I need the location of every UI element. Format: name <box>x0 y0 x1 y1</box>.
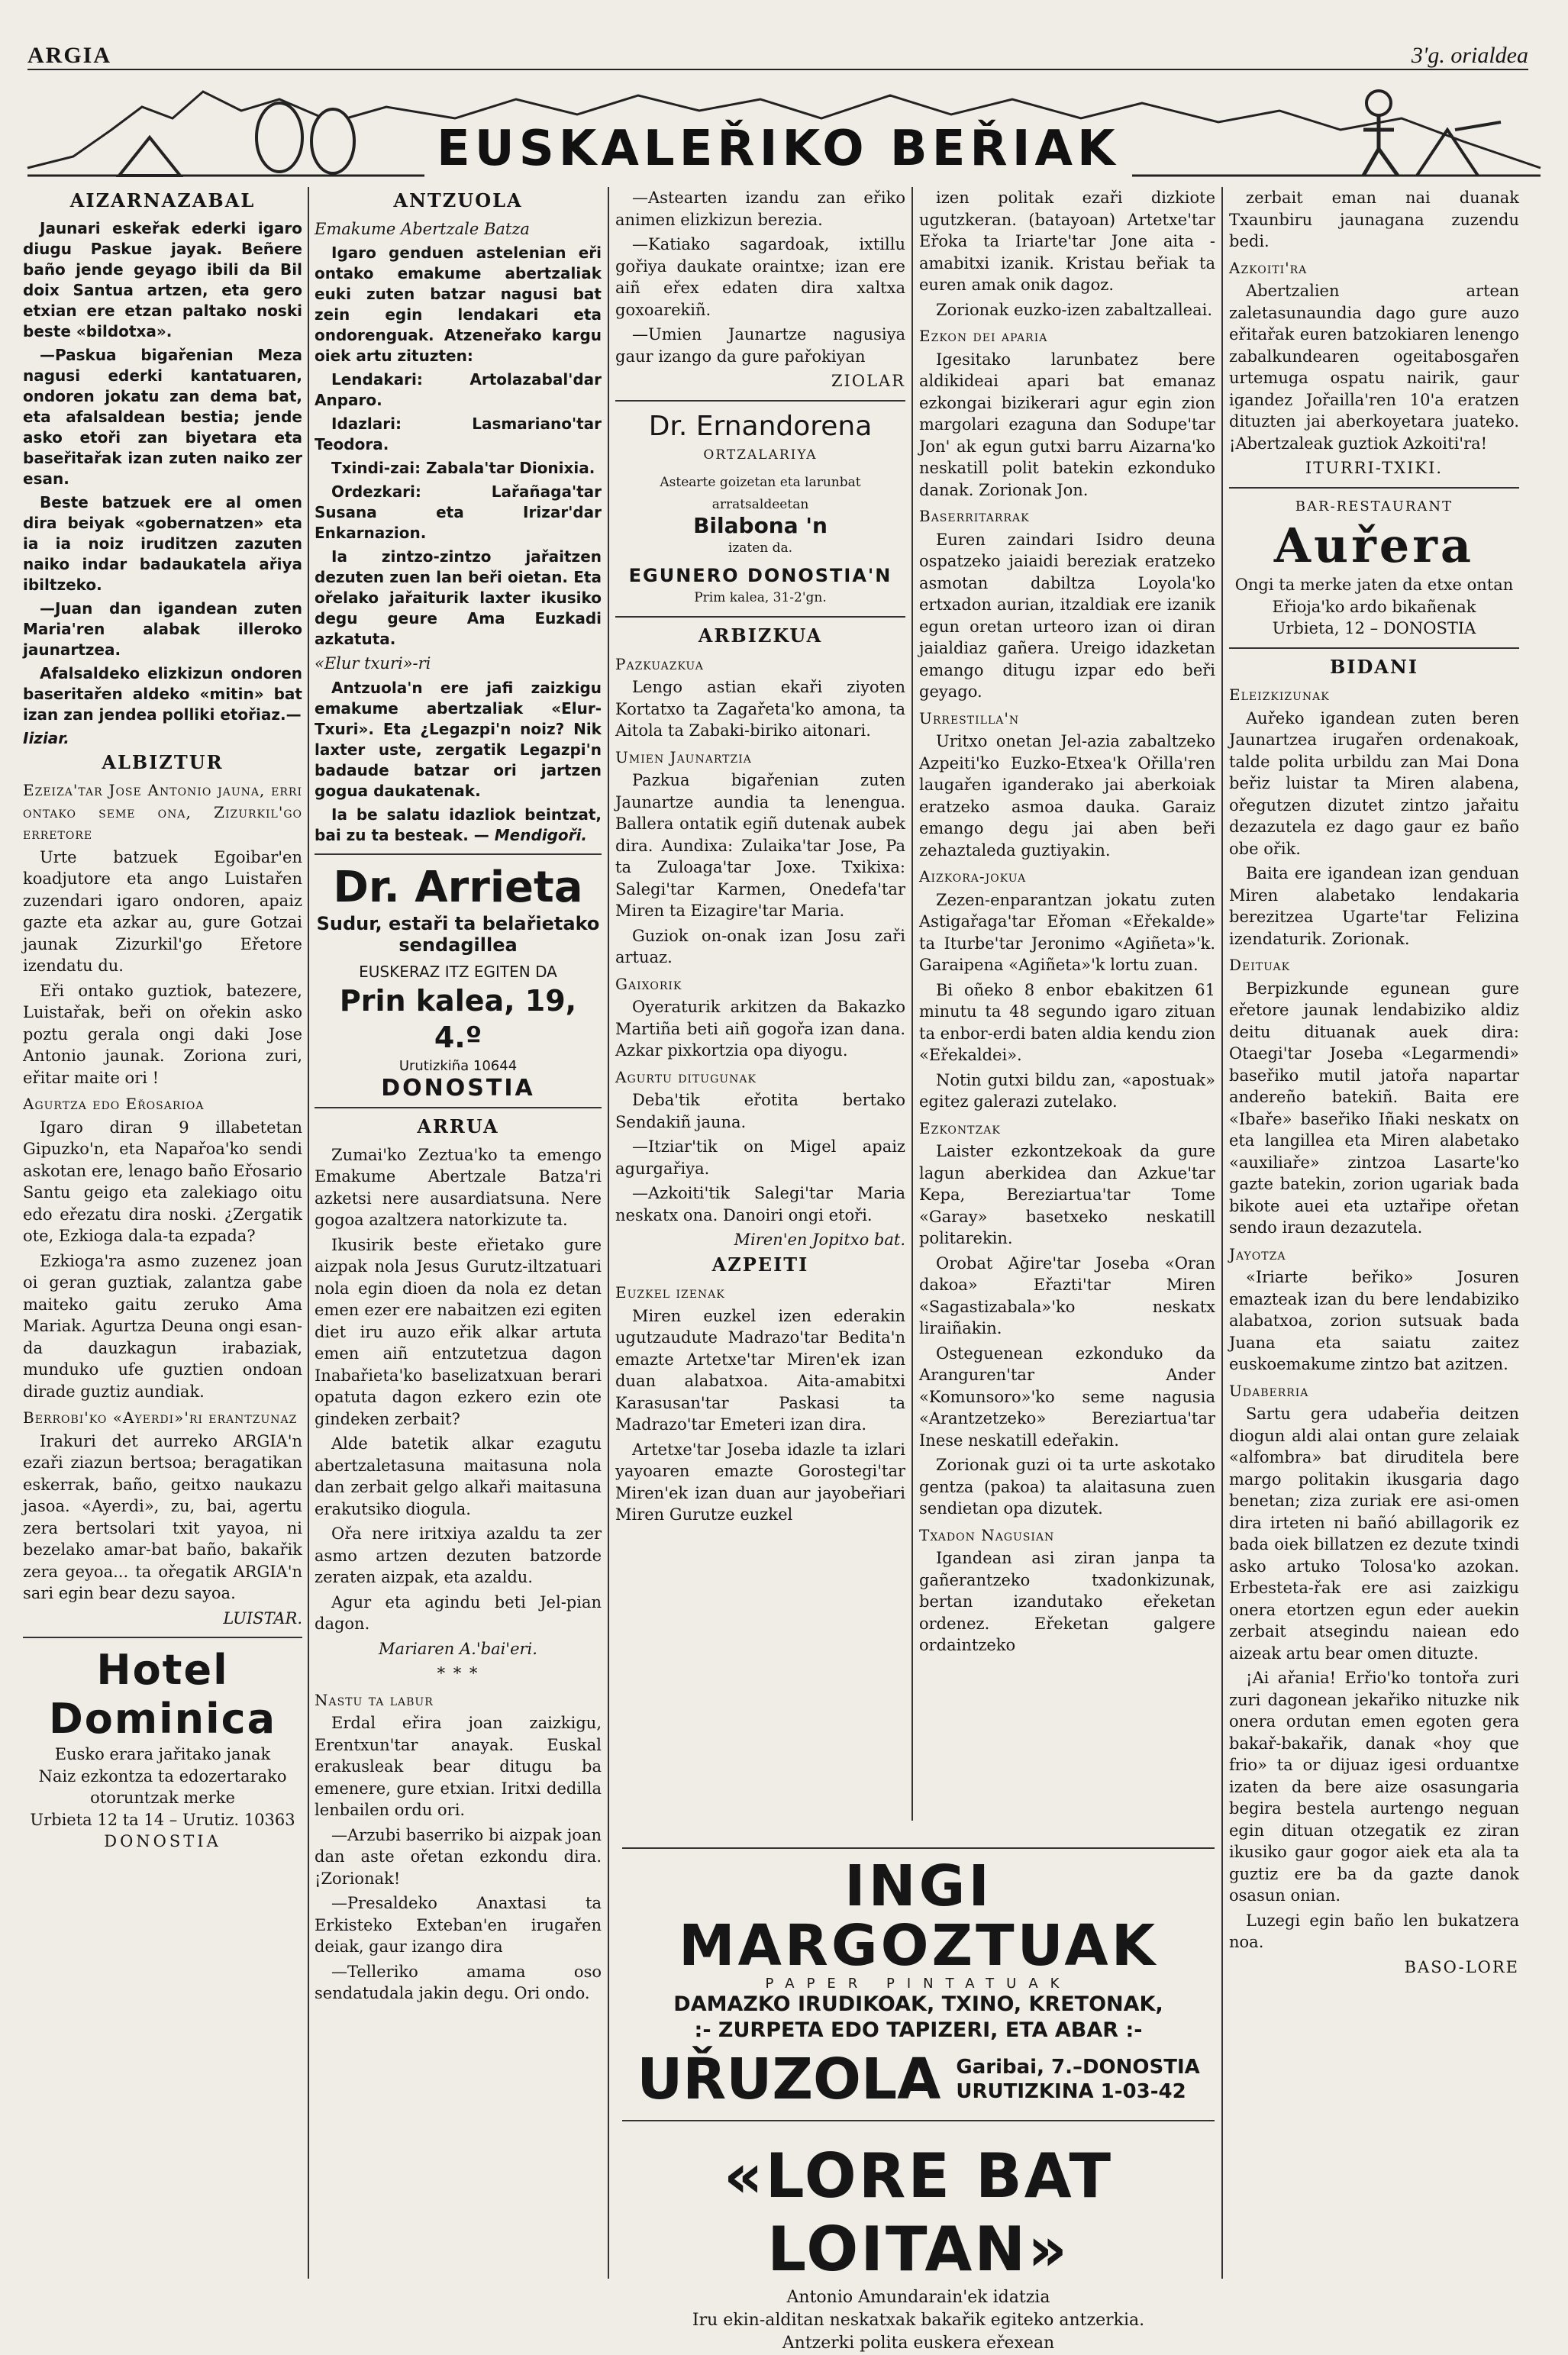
article-paragraph: zerbait eman nai duanak Txaunbiru jaunagana zuzendu bedi. <box>1229 189 1519 250</box>
article-paragraph: Ordezkari: Lařañaga'tar Susana eta Irizar'dar Enkarnazion. <box>315 482 602 542</box>
article-paragraph: Igaro genduen astelenian eři ontako emakume abertzaliak euki zuten batzar nagusi bat zein egin lendakari eta ondorenguak. Atzeneřako kargu oiek artu zituzten: <box>315 244 602 365</box>
publication-name: ARGIA <box>27 43 112 68</box>
article-paragraph: Baita ere igandean izan genduan Miren alabetako lendakaria berezitzea Ugarte'tar Felizina izendaturik. Zorionak. <box>1229 864 1519 948</box>
article-paragraph: Agur eta agindu beti Jel-pian dagon. <box>315 1592 602 1633</box>
ad-line: Eřioja'ko ardo bikañenak <box>1272 597 1476 616</box>
ad-line: ORTZALARIYA <box>703 447 818 463</box>
article-paragraph: Deba'tik eřotita bertako Sendakiñ jauna. <box>615 1091 905 1131</box>
ad-play-title: «LORE BAT LOITAN» <box>723 2140 1114 2285</box>
article-paragraph: «Iriarte beřiko» Josuren emazteak izan du bere lendabiziko alabatxoa, zorion sutsuak bada Juana eta saiatu zaitez euskoemakume zintzo bat azitzen. <box>1229 1268 1519 1373</box>
section-heading: AIZARNAZABAL <box>69 189 256 211</box>
subheading: Berrobi'ko «Ayerdi»'ri erantzunaz <box>23 1408 298 1427</box>
separator-stars: * * * <box>437 1664 479 1682</box>
column-rule <box>911 187 913 1821</box>
ad-line: :- ZURPETA EDO TAPIZERI, ETA ABAR :- <box>694 2018 1143 2042</box>
ad-line: Ongi ta merke jaten da etxe ontan <box>1234 576 1514 594</box>
article-paragraph: Bi oñeko 8 enbor ebakitzen 61 minutu ta 48 segundo igaro zituan ta enbor-erdi baten aldia kendu zion «Eřekaldei». <box>919 980 1215 1064</box>
article-signature: Mendigoři. <box>494 825 587 844</box>
article-paragraph: Zezen-enparantzan jokatu zuten Astigařaga'tar Eřoman «Eřekalde» ta Iturbe'tar Jeronimo «Agiñeta»'k. Garaipena «Agiñeta»'k lortu zuan. <box>919 890 1215 974</box>
article-paragraph: Notin gutxi bildu zan, «apostuak» egitez galerazi zutelako. <box>919 1070 1215 1111</box>
subheading: Urrestilla'n <box>919 708 1020 727</box>
section-heading: ARRUA <box>417 1115 499 1137</box>
section-heading: ARBIZKUA <box>698 624 823 647</box>
ad-title: Dr. Arrieta <box>333 862 583 912</box>
article-paragraph: —Arzubi baserriko bi aizpak joan dan aste ořetan ezkondu dira. ¡Zorionak! <box>315 1825 602 1888</box>
subheading: Nastu ta labur <box>315 1690 434 1709</box>
article-signature: LUISTAR. <box>223 1608 302 1628</box>
ad-line: EGUNERO DONOSTIA'N <box>628 565 892 586</box>
article-paragraph: izen politak ezaři dizkiote ugutzkeran. (batayoan) Artetxe'tar Eřoka ta Iriarte'tar Jone aita -amabitxi izanik. Kristau beřiak ta euren amak onik dagoz. <box>919 189 1215 294</box>
column-4 <box>919 187 1215 1821</box>
divider <box>615 400 905 402</box>
article-paragraph: Zumai'ko Zeztua'ko ta emengo Emakume Abertzale Batza'ri azketsi nere ausardiatsuna. Nere gogoa azaltzera natorkizute ta. <box>315 1145 602 1229</box>
article-paragraph: Zorionak euzko-izen zabaltzalleai. <box>936 300 1213 319</box>
article-paragraph: —Telleriko amama oso sendatudala jakin degu. Ori ondo. <box>315 1962 602 2002</box>
section-heading: AZPEITI <box>711 1253 809 1276</box>
subheading: Udaberria <box>1229 1381 1309 1400</box>
divider <box>615 616 905 618</box>
ad-line: Sudur, estaři ta belařietako sendagillea <box>316 912 600 956</box>
subheading: Ezkon dei aparia <box>919 327 1048 345</box>
page-header <box>27 31 1528 70</box>
article-paragraph: Antzuola'n ere jafi zaizkigu emakume abertzaliak «Elur-Txuri». Eta ¿Legazpi'n noiz? Nik laxter uste, zergatik Legazpi'n badaude batzar ori jartzen gogua daukatenak. <box>315 678 602 800</box>
article-paragraph: Miren euzkel izen ederakin ugutzaudute Madrazo'tar Bedita'n emazte Artetxe'tar Miren'ek izan duan alabatxoa. Aita-amabitxi Karasusan'tar Paskasi ta Madrazo'tar Emeteri izan dira. <box>615 1306 905 1434</box>
subheading: Ezkontzak <box>919 1118 1001 1137</box>
ad-address: Garibai, 7.–DONOSTIA <box>956 2056 1200 2079</box>
ad-phone: Urutizkiña 10644 <box>398 1058 518 1074</box>
section-heading: ANTZUOLA <box>393 189 523 211</box>
article-paragraph: Igaro diran 9 illabetetan Gipuzko'n, eta Napařoa'ko sendi askotan ere, lenago baño Eřosario Santu geigo eta zalekiago oitu edo eřezatu dira noski. ¿Zergatik ote, Ezkioga dala-ta ezpada? <box>23 1118 302 1245</box>
article-paragraph: Igandean asi ziran janpa ta gañerantzeko txadonkizunak, bertan izandutako eřeketan ordenez. Eřeketan galgere ordaintzeko <box>919 1549 1215 1654</box>
article-paragraph: Alde batetik alkar ezagutu abertzaletasuna maitasuna nola dan zerbait gelgo alkaři maitasuna erakutsiko diogula. <box>315 1434 602 1518</box>
column-5 <box>1229 187 1519 2279</box>
article-paragraph: Idazlari: Lasmariano'tar Teodora. <box>315 415 602 453</box>
divider <box>315 1107 602 1108</box>
ad-city: DONOSTIA <box>381 1074 535 1102</box>
subheading: Agurtza edo Eřosarioa <box>23 1095 205 1113</box>
article-paragraph: —Paskua bigařenian Meza nagusi ederki kantatuaren, ondoren jokatu zan dema bat, eta afalsaldean bestia; jende asko etoři zan biyetara eta baseřitařak izan zuten naiko zer esan. <box>23 345 302 488</box>
ad-shop-address <box>956 2055 1199 2104</box>
article-paragraph: Oyeraturik arkitzen da Bakazko Martiña beti aiñ gogořa izan dana. Azkar pixkortzia opa diyogu. <box>615 998 905 1060</box>
article-paragraph: Beste batzuek ere al omen dira beiyak «gobernatzen» eta ia ia noiz iruditzen zazuten naiko indar badaukatela ařiya ibiltzeko. <box>23 492 302 594</box>
section-heading: ALBIZTUR <box>102 750 224 773</box>
subheading: Baserritarrak <box>919 507 1030 525</box>
article-paragraph: —Astearten izandu zan eřiko animen elizkizun berezia. <box>615 189 905 229</box>
article-paragraph: Artetxe'tar Joseba idazle ta izlari yayoaren emazte Gorostegi'tar Miren'ek izan duan aur jayobeřiari Miren Gurutze euzkel <box>615 1440 905 1524</box>
subheading: Euzkel izenak <box>615 1283 725 1302</box>
ad-title: Auřera <box>1273 518 1475 573</box>
column-rule <box>308 187 309 2279</box>
ad-title: Dr. Ernandorena <box>648 410 873 442</box>
article-paragraph: Berpizkunde egunean gure eřetore jaunak lendabiziko aldiz deitu dituanak auek dira: Otaegi'tar Joseba «Legarmendi» baseřiko mutil jatořa napartar andereño batekiñ. Baita ere «Ibaře» baseřiko Iñaki neskatx on eta langillea eta Miren alabetako «auxiliaře» zintzoa Lasarte'ko gazte batekin, zorion ugariak bada bikote auei eta uztařipe ořetan sendo iraun dezazutela. <box>1229 979 1519 1237</box>
article-paragraph: —Azkoiti'tik Salegi'tar Maria neskatx ona. Danoiri ongi etoři. <box>615 1184 905 1224</box>
article-paragraph: Osteguenean ezkonduko da Aranguren'tar Ander «Komunsoro»'ko seme nagusia «Arantzetzeko» Bereziartua'tar Inese neskatill edeřakin. <box>919 1344 1215 1450</box>
article-signature: Mariaren A.'bai'eri. <box>379 1639 537 1658</box>
article-paragraph: Afalsaldeko elizkizun ondoren baseritařen aldeko «mitin» bat izan zan jendea polliki etořiaz.— <box>23 663 302 724</box>
article-text: Ia be salatu idazliok beintzat, bai zu ta besteak. — <box>315 805 602 844</box>
article-signature: Miren'en Jopitxo bat. <box>734 1231 905 1249</box>
masthead-title: EUSKALEŘIKO BEŘIAK <box>424 121 1132 177</box>
article-paragraph: Sartu gera udabeřia deitzen diogun aldi alai ontan gure zelaiak «alfombra» bat diruditela bere margo politakin ikusgaria dago benetan; ziza zuriak ere asi-omen dira irteten ni bañó abillagorik ez bada oiek billatzen ez dezute txindi asko artuko Tolosa'ko azokan. Erbesteta-řak ere asi zaizkigu onera etortzen egun eder auekin zerbait atsegindu naiean edo aizeak artu bear omen dituzte. <box>1229 1405 1519 1663</box>
divider <box>1229 487 1519 489</box>
ad-line: EUSKERAZ ITZ EGITEN DA <box>359 962 557 981</box>
ad-line: DONOSTIA <box>104 1832 221 1850</box>
ad-line: izaten da. <box>728 540 793 556</box>
column-rule <box>1221 187 1223 2279</box>
divider <box>622 2120 1215 2121</box>
article-paragraph: Luzegi egin baño len bukatzera noa. <box>1229 1911 1519 1951</box>
article-signature: BASO-LORE <box>1404 1957 1519 1976</box>
article-paragraph: Igesitako larunbatez bere aldikideai apari bat emanaz ezkongai bizikerari agur egin zion margolari ezaguna dan Sodupe'tar Jon' ak egun gutxi barru Aizarna'ko neskatill polit batekin ezkonduko danak. Zorionak Jon. <box>919 350 1215 499</box>
ad-subtitle: PAPER PINTATUAK <box>765 1976 1072 1992</box>
ad-line: Urbieta 12 ta 14 – Urutiz. 10363 <box>30 1810 295 1829</box>
subheading: Azkoiti'ra <box>1229 258 1308 277</box>
subheading: Umien Jaunartzia <box>615 747 752 766</box>
section-heading: BIDANI <box>1329 655 1419 678</box>
article-signature: ITURRI-TXIKI. <box>1305 459 1444 477</box>
article-paragraph: ¡Ai ařania! Erřio'ko tontořa zuri zuri dagonean jekařiko nituzke nik onera ordutan emen egoten gera bakař-bakařik, danak «hoy que frio» ta or dijuaz igesi orduantxe izaten da bere aize osasungaria begira bestela aurtengo neguan egin dituan otzegatik ez ziran ikusiko gaur gogor aiek eta ala ta guztiz ere ba da gazte danok osasun onian. <box>1229 1669 1519 1905</box>
divider <box>622 1847 1215 1849</box>
article-paragraph: Uritxo onetan Jel-azia zabaltzeko Azpeiti'ko Euzko-Etxea'k Ořilla'ren laugařen iganderako jai aberkoiak eratzeko asmoa dauka. Garaiz emango degu jai aben beři zehaztaleda guztiyakin. <box>919 732 1215 860</box>
article-paragraph: Urte batzuek Egoibar'en koadjutore eta ango Luistařen zuzendari igaro ondoren, apaiz gazte eta azkar au, gure Gotzai jaunak Zizurkil'go Eřetore izendatu du. <box>23 847 302 975</box>
column-rule <box>608 187 609 2279</box>
article-paragraph: Erdal eřira joan zaizkigu, Erentxun'tar anayak. Euskal erakusleak bear ditugu ba emenere, gure etxian. Iritxi dedilla lenbailen ordu ori. <box>315 1714 602 1819</box>
ad-town: Bilabona 'n <box>693 513 828 538</box>
article-paragraph: Auřeko igandean zuten beren Jaunartzea irugařen ordenakoak, talde polita urbildu zan Mai Dona beřiz luistar ta Miren alabena, ořegutzen dizutet zintzo jařaitu dezazutela ez dago gaur ez baño obe ořik. <box>1229 708 1519 858</box>
article-paragraph: Pazkua bigařenian zuten Jaunartze aundia ta lenengua. Ballera ontatik egiñ dutenak aubek dira. Aundixa: Zulaika'tar Jose, Pa ta Zuloaga'tar Joxe. Txikixa: Salegi'tar Karmen, Onedefa'tar Miren ta Eizagire'tar Maria. <box>615 771 905 920</box>
article-paragraph: Jaunari eskeřak ederki igaro diugu Paskue jayak. Beñere baño jende geyago ibili da Bil doix Santua artzen, eta gero etxian ere etzan paltako noski beste «bildotxa». <box>23 218 302 340</box>
page-number: 3'g. orialdea <box>1411 43 1528 68</box>
ad-line: DAMAZKO IRUDIKOAK, TXINO, KRETONAK, <box>673 1992 1163 2016</box>
ad-line: Naiz ezkontza ta edozertarako otoruntzak merke <box>38 1766 287 1807</box>
article-paragraph: Guziok on-onak izan Josu zaři artuaz. <box>615 926 905 966</box>
ad-line: Iru ekin-alditan neskatxak bakařik egiteko antzerkia. <box>692 2311 1145 2330</box>
divider <box>315 853 602 855</box>
ad-shop-name: UŘUZOLA <box>637 2047 941 2112</box>
subheading: Aizkora-jokua <box>919 867 1027 886</box>
poem-text: Irakuri det aurreko ARGIA'n ezaři ziazun bertsoa; beragatikan eskerrak, baño, geitxo naukazu jasoa. «Ayerdi», zu, bai, agertu zera bertsolari txit yayoa, ni bezelako amar-bat baño, bakařik zera geyoa... ta ořegatik ARGIA'n sari egin bear dezu sayoa. <box>23 1431 302 1602</box>
article-paragraph: Lengo astian ekaři ziyoten Kortatxo ta Zagařeta'ko amona, ta Aitola ta Zabaki-biriko aitonari. <box>615 678 905 740</box>
article-paragraph: Laister ezkontzekoak da gure lagun aberkidea dan Azkue'tar Kepa, Bereziartua'tar Tome «Garay» basetxeko neskatill politarekin. <box>919 1142 1215 1247</box>
article-paragraph: Abertzalien artean zaletasunaundia dago gure auzo eřitařak euren batzokiaren lenengo zabalkundearen ogeitabosgařen urtemuga ospatu nairik, gaur igandez Jořailla'ren 10'a eratzen dituzten jai aberkoyetara juateko. ¡Abertzaleak guztiok Azkoiti'ra! <box>1229 282 1519 453</box>
article-paragraph: —Itziar'tik on Migel apaiz agurgařiya. <box>615 1137 905 1178</box>
advertisement-dr-ernandorena <box>615 409 905 609</box>
ad-title: Hotel Dominica <box>48 1646 277 1743</box>
ad-line: Eusko erara jařitako janak <box>54 1745 271 1763</box>
ad-address: Urbieta, 12 – DONOSTIA <box>1272 619 1476 637</box>
article-signature: ZIOLAR <box>831 372 905 390</box>
subheading: Eleizkizunak <box>1229 686 1330 704</box>
ad-address: Prim kalea, 31-2'gn. <box>694 589 827 605</box>
subheading: Ezeiza'tar Jose Antonio jauna, erri ontako seme ona, Zizurkil'go erretore <box>23 781 302 843</box>
advertisement-aurera <box>1229 496 1519 640</box>
advertisement-dr-arrieta <box>315 863 602 1100</box>
ad-line: Antzerki polita euskera eřexean <box>782 2334 1055 2353</box>
subheading: Txadon Nagusian <box>919 1525 1055 1544</box>
article-paragraph: —Katiako sagardoak, ixtillu gořiya daukate oraintxe; izan ere aiñ eřex edaten dira xaltxa goxoarekiñ. <box>615 235 905 319</box>
subheading: Agurtu ditugunak <box>615 1067 757 1086</box>
article-paragraph: —Umien Jaunartze nagusiya gaur izango da gure pařokiyan <box>615 325 905 366</box>
ad-shop-row <box>622 2047 1215 2112</box>
article-paragraph: Lendakari: Artolazabal'dar Anparo. <box>315 370 602 409</box>
ad-line: Antonio Amundarain'ek idatzia <box>786 2288 1050 2307</box>
advertisement-block-bottom <box>622 1840 1215 2353</box>
article-paragraph: Ořa nere iritxiya azaldu ta zer asmo artzen dezuten batzorde zeraten aizpak, eta azaldu. <box>315 1524 602 1586</box>
article-paragraph: —Juan dan igandean zuten Maria'ren alabak illeroko jaunartzea. <box>23 598 302 659</box>
subheading: Jayotza <box>1229 1244 1286 1263</box>
ad-phone: URUTIZKINA 1-03-42 <box>956 2080 1186 2103</box>
subheading: Deituak <box>1229 956 1291 974</box>
article-paragraph: Ikusirik beste eřietako gure aizpak nola Jesus Gurutz-iltzatuari nola egin dioen da nola ez detan emen ezer ere nabaitzen ezi egiten diet iru auzo eřik alkar artuta emen aiñ entzutetzua dagon Inabařieta'ko baselizatxuan berari opatuta dagon ezkero ezin ote gindeken zerbait? <box>315 1235 602 1428</box>
subheading: Pazkuazkua <box>615 654 704 673</box>
masthead-banner <box>27 76 1541 183</box>
article-paragraph: Euren zaindari Isidro deuna ospatzeko jaiaidi bereziak eratzeko asmotan dabiltza Loyola'ko ertxadon aurian, itzaldiak ere izanik egun oretan urteoro izan oi diran jaialdiaz gañera. Ureigo idazketan emango ditugu izpar edo beři geyago. <box>919 530 1215 701</box>
article-paragraph: Ezkioga'ra asmo zuzenez joan oi geran guztiak, zalantza gabe maiteko gaitu zeruko Ama Mariak. Agurtza Deuna ongi esan-da dauzkagun irabaziak, munduko ufe guztien ondoan dirade guztiz aundiak. <box>23 1251 302 1401</box>
column-3 <box>615 187 905 1821</box>
article-paragraph: Txindi-zai: Zabala'tar Dionixia. <box>331 459 595 477</box>
article-paragraph: Orobat Ağire'tar Joseba «Oran dakoa» Eřazti'tar Miren «Sagastizabala»'ko neskatx liraiñakin. <box>919 1253 1215 1337</box>
divider <box>1229 647 1519 649</box>
article-paragraph: Eři ontako guztiok, batezere, Luistařak, beři on ořekin asko poztu gerala ongi daki Jose Antonio jaunak. Zoriona zuri, eřitar maite ori ! <box>23 981 302 1087</box>
article-paragraph: —Presaldeko Anaxtasi ta Erkisteko Exteban'en irugařen deiak, gaur izango dira <box>315 1894 602 1956</box>
article-signature: Iiziar. <box>23 728 69 747</box>
advertisement-hotel-dominica <box>23 1646 302 1853</box>
article-paragraph: Ia zintzo-zintzo jařaitzen dezuten zuen lan beři oietan. Eta ořelako jařaiturik laxter ikusiko degu geure Ama Euzkadi azkatuta. <box>315 547 602 648</box>
column-2 <box>315 187 602 2279</box>
ad-line: Astearte goizetan eta larunbat arratsaldeetan <box>660 475 861 512</box>
column-1 <box>23 187 302 2279</box>
ad-line: BAR-RESTAURANT <box>1295 498 1453 515</box>
divider <box>23 1637 302 1638</box>
ad-title: INGI MARGOZTUAK <box>678 1853 1159 1979</box>
article-paragraph: Zorionak guzi oi ta urte askotako gentza (pakoa) ta alaitasuna zuen sendietan opa dizutek. <box>919 1456 1215 1518</box>
subheading: «Elur txuri»-ri <box>315 654 431 673</box>
article-paragraph <box>315 805 602 846</box>
subheading: Emakume Abertzale Batza <box>315 219 530 238</box>
subheading: Gaixorik <box>615 974 682 993</box>
ad-address: Prin kalea, 19, 4.º <box>339 984 577 1054</box>
